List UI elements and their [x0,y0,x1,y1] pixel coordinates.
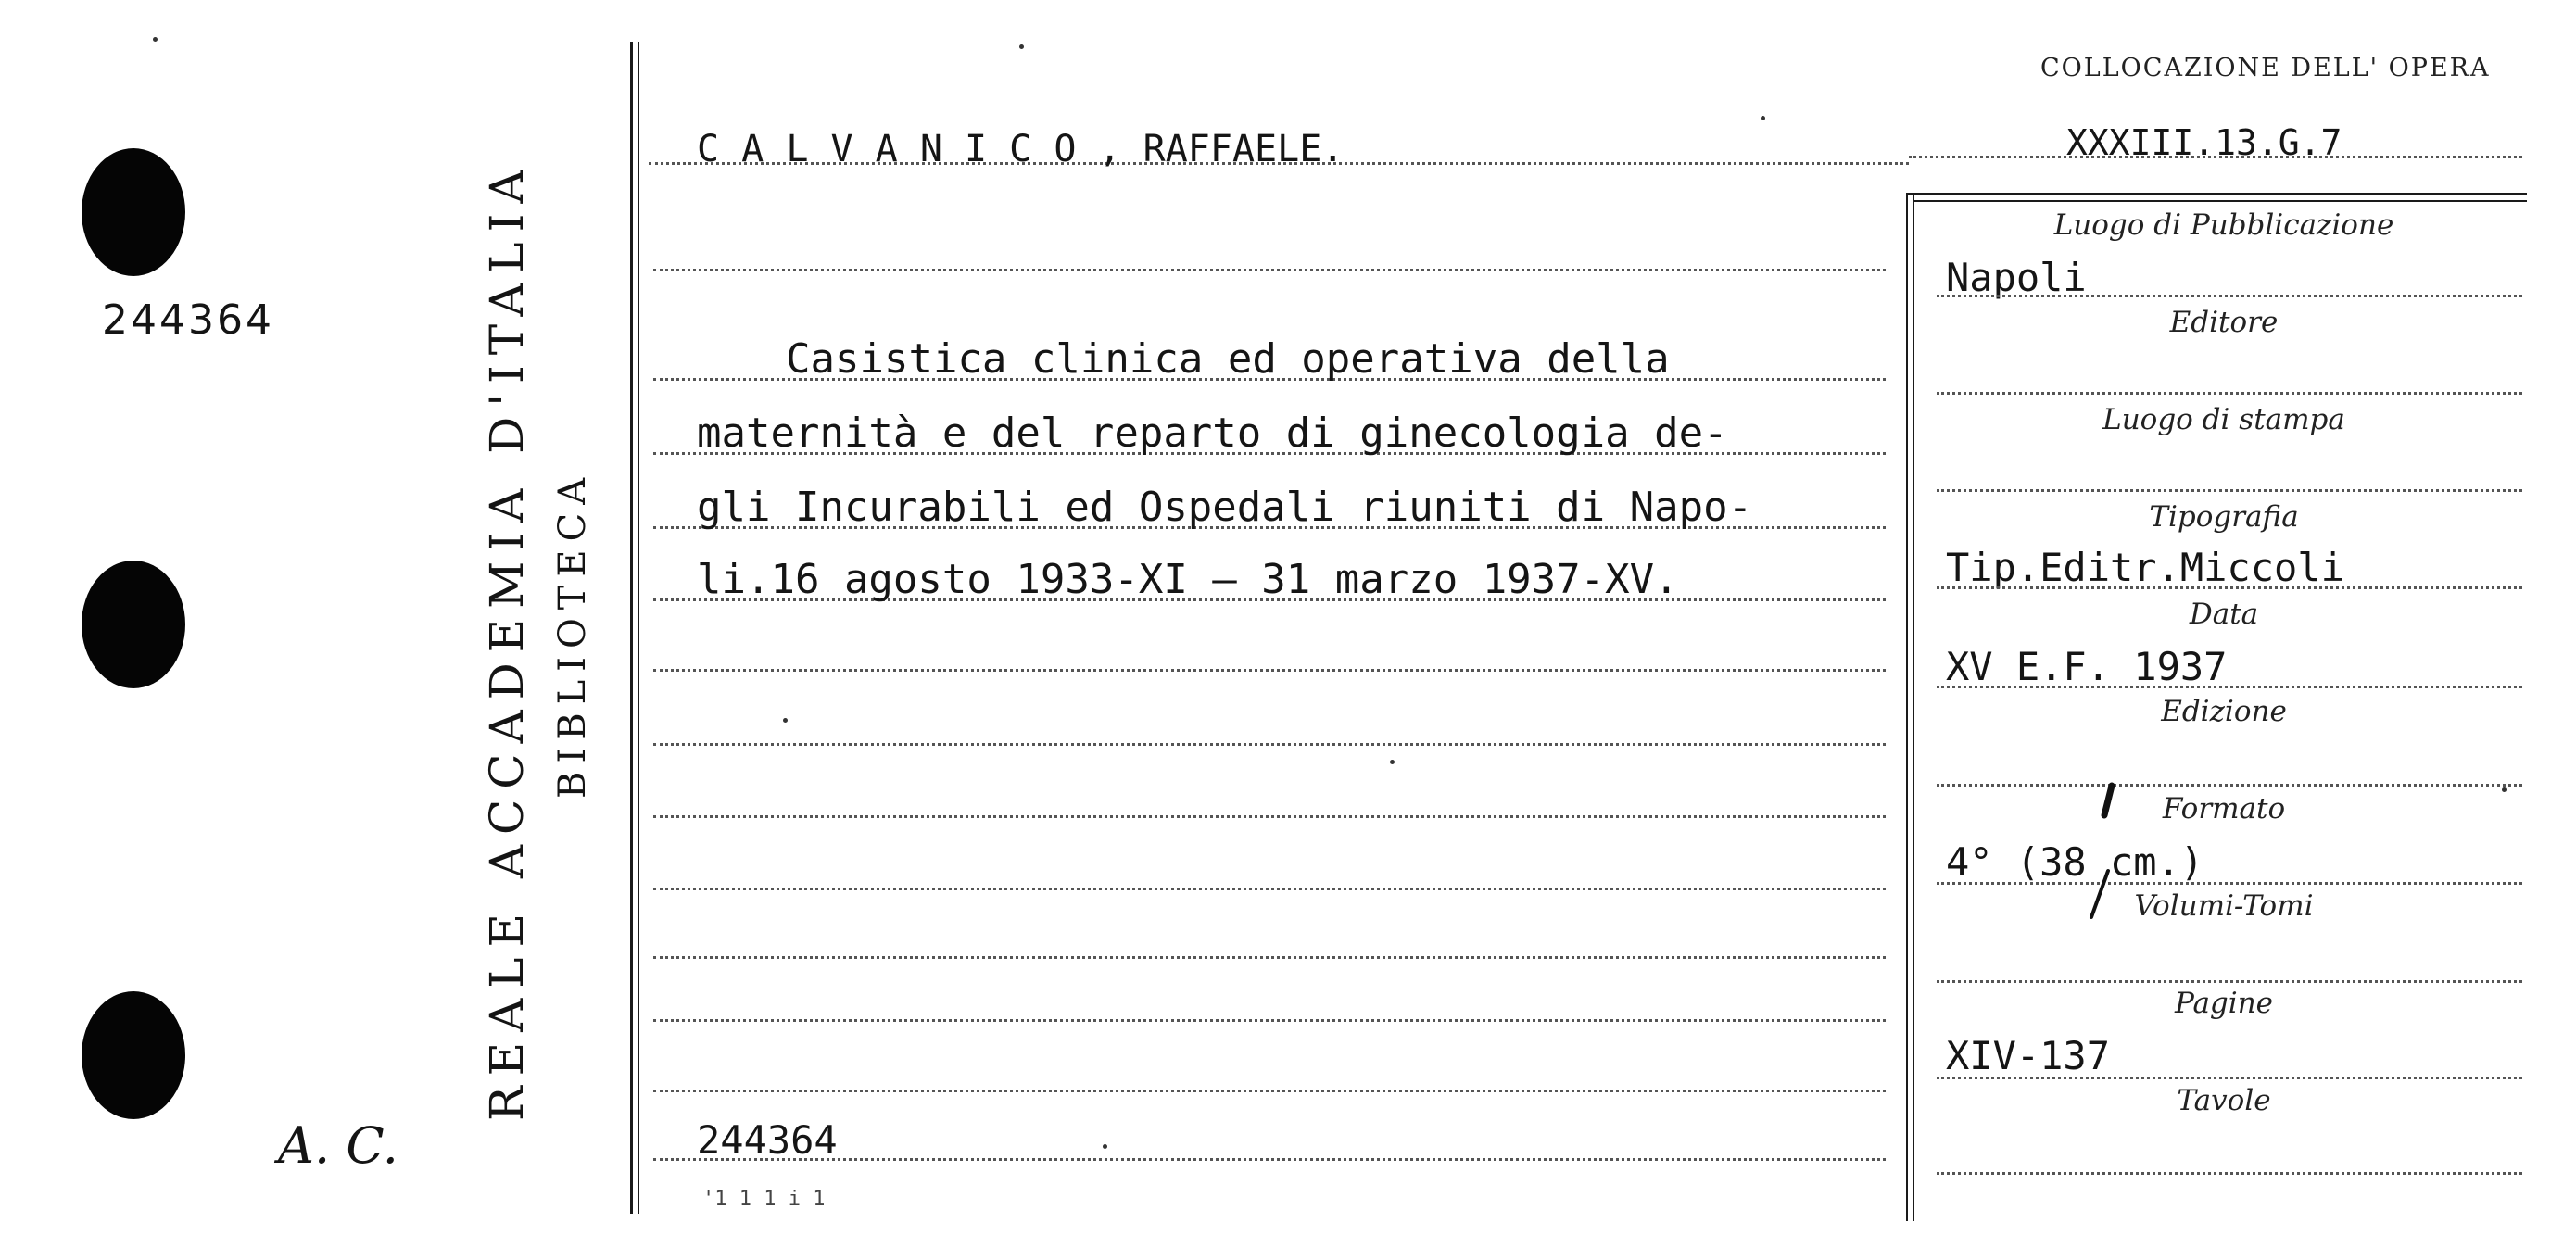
stamp-fragment: '1 1 1 i 1 [702,1188,826,1211]
label-edizione: Edizione [2161,695,2287,728]
punch-hole-bottom [82,991,185,1119]
value-tipografia: Tip.Editr.Miccoli [1946,545,2344,590]
label-tipografia: Tipografia [2149,500,2299,534]
label-editore: Editore [2169,306,2279,339]
scan-speck [1761,116,1765,120]
left-frame-line-2 [638,42,639,1214]
scan-speck [153,37,158,42]
writing-line-13 [653,1158,1886,1161]
field-line-2 [1937,392,2522,395]
writing-line-7 [653,743,1886,746]
field-line-8 [1937,980,2522,983]
punch-hole-middle [82,561,185,688]
field-column-top-line-2 [1913,200,2527,202]
field-column-top-line-1 [1906,193,2527,195]
field-line-7 [1937,882,2522,885]
label-formato: Formato [2162,792,2286,825]
field-line-1 [1937,295,2522,297]
label-data: Data [2189,598,2259,631]
institution-stamp: REALE ACCADEMIA D'ITALIA [480,159,534,1121]
author-name: C A L V A N I C O , RAFFAELE. [697,128,1345,170]
handwritten-correction-mark [2071,778,2127,926]
title-line-1: Casistica clinica ed operativa della [786,335,1670,383]
shelfmark: XXXIII.13.G.7 [2066,122,2342,163]
label-luogo-pubblicazione: Luogo di Pubblicazione [2053,208,2394,242]
writing-line-9 [653,888,1886,890]
writing-line-1 [653,269,1886,271]
label-volumi-tomi: Volumi-Tomi [2134,889,2314,923]
writing-line-6 [653,669,1886,672]
field-line-10 [1937,1172,2522,1175]
field-line-6 [1937,784,2522,787]
value-formato: 4° (38 cm.) [1946,839,2204,885]
left-frame-line-1 [630,42,633,1214]
field-column-line-2 [1913,193,1914,1221]
field-line-9 [1937,1077,2522,1079]
label-tavole: Tavole [2177,1084,2271,1117]
writing-line-10 [653,956,1886,959]
handwritten-initials: A. C. [278,1116,398,1175]
scan-speck [1019,44,1024,49]
writing-line-8 [653,815,1886,818]
value-pagine: XIV-137 [1946,1033,2111,1078]
field-line-5 [1937,686,2522,688]
writing-line-11 [653,1019,1886,1022]
field-line-3 [1937,489,2522,492]
label-luogo-stampa: Luogo di stampa [2102,403,2345,436]
field-column-line-1 [1906,193,1908,1221]
label-pagine: Pagine [2174,987,2274,1020]
value-luogo-pubblicazione: Napoli [1946,255,2087,300]
scan-speck [1390,760,1395,764]
title-line-4: li.16 agosto 1933-XI – 31 marzo 1937-XV. [697,556,1679,603]
scan-speck [2502,787,2507,792]
collocation-label: COLLOCAZIONE DELL' OPERA [2040,54,2491,82]
writing-line-12 [653,1090,1886,1092]
title-line-2: maternità e del reparto di ginecologia de- [697,409,1728,457]
inventory-number: 244364 [697,1117,838,1163]
field-line-4 [1937,586,2522,589]
library-stamp: BIBLIOTECA [551,469,594,799]
scan-speck [783,718,788,723]
title-line-3: gli Incurabili ed Ospedali riuniti di Napo- [697,484,1753,531]
side-inventory-number: 244364 [102,296,274,344]
punch-hole-top [82,148,185,276]
value-data: XV E.F. 1937 [1946,644,2228,689]
scan-speck [1103,1144,1107,1149]
